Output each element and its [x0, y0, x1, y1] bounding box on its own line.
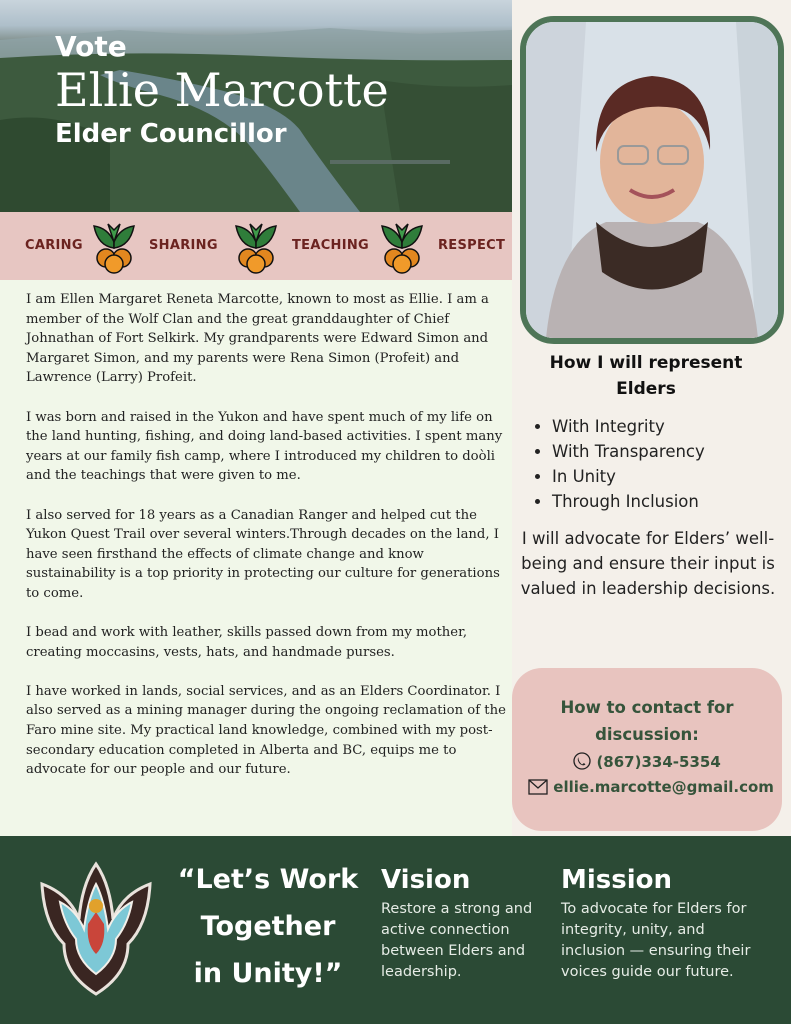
list-item: • With Integrity	[552, 414, 705, 439]
phone-row[interactable]	[512, 752, 782, 771]
list-item: • In Unity	[552, 464, 705, 489]
advocate-statement: I will advocate for Elders’ well-being and ensure their input is valued in leadership decisions.	[520, 529, 776, 598]
beaded-flower-icon	[88, 218, 140, 274]
beaded-flower-icon	[376, 218, 428, 274]
mission-title: Mission	[561, 865, 673, 895]
candidate-name: Ellie Marcotte	[55, 63, 389, 117]
contact-box	[512, 668, 782, 831]
footer	[0, 836, 791, 1024]
biography-section	[0, 280, 512, 836]
represent-heading-line: How I will represent	[549, 353, 743, 373]
hero-banner	[0, 0, 512, 212]
contact-heading	[512, 694, 782, 748]
phone-icon	[573, 752, 591, 770]
phone-number[interactable]: (867)334-5354	[596, 753, 721, 771]
value-respect: RESPECT	[438, 238, 506, 253]
list-item: • Through Inclusion	[552, 489, 705, 514]
beaded-tulip-icon	[34, 854, 158, 1004]
contact-heading-line: discussion:	[595, 725, 699, 744]
represent-list	[534, 414, 705, 514]
value-sharing: SHARING	[149, 238, 218, 253]
quote-line: Together	[200, 911, 336, 942]
biography-text	[26, 290, 506, 799]
vision-title: Vision	[381, 865, 471, 895]
email-row[interactable]	[516, 778, 786, 796]
email-address[interactable]: ellie.marcotte@gmail.com	[553, 778, 774, 796]
represent-heading	[512, 350, 780, 402]
mission-text: To advocate for Elders for integrity, unity, and inclusion — ensuring their voices guide our future.	[561, 901, 751, 980]
list-item: • With Transparency	[552, 439, 705, 464]
hero-title	[55, 30, 389, 152]
quote-line: in Unity!”	[193, 958, 343, 989]
bio-paragraph: I am Ellen Margaret Reneta Marcotte, known to most as Ellie. I am a member of the Wolf Clan and the great granddaughter of Chief Johnathan of Fort Selkirk. My grandparents were Edward Simon and Margaret Simon, and my parents were Rena Simon (Profeit) and Lawrence (Larry) Profeit.	[26, 292, 489, 386]
beaded-flower-icon	[230, 218, 282, 274]
vision-text: Restore a strong and active connection between Elders and leadership.	[381, 901, 533, 980]
bio-paragraph: I bead and work with leather, skills passed down from my mother, creating moccasins, vests, hats, and handmade purses.	[26, 625, 468, 660]
contact-heading-line: How to contact for	[560, 698, 734, 717]
represent-heading-line: Elders	[616, 379, 676, 399]
values-band	[0, 212, 512, 280]
candidate-portrait-image	[526, 22, 778, 338]
value-teaching: TEACHING	[292, 238, 370, 253]
quote-line: “Let’s Work	[177, 864, 359, 895]
mail-icon	[528, 779, 548, 795]
bio-paragraph: I have worked in lands, social services, and as an Elders Coordinator. I also served as a mining manager during the ongoing reclamation of the Faro mine site. My practical land knowledge, combined with my post-secondary education completed in Alberta and BC, equips me to advocate for our people and our future.	[26, 683, 506, 778]
candidate-photo	[520, 16, 784, 344]
value-caring: CARING	[25, 238, 83, 253]
unity-quote	[168, 856, 368, 997]
candidate-role: Elder Councillor	[55, 119, 287, 149]
vote-label: Vote	[55, 30, 127, 63]
right-column	[512, 0, 791, 836]
bio-paragraph: I was born and raised in the Yukon and have spent much of my life on the land hunting, fishing, and doing land-based activities. I spent many years at our family fish camp, where I introduced my children to doòli and the teachings that were given to me.	[26, 409, 503, 484]
bio-paragraph: I also served for 18 years as a Canadian Ranger and helped cut the Yukon Quest Trail over several winters.Through decades on the land, I have seen firsthand the effects of climate change and know sustainability is a top priority in protecting our culture for generations to come.	[26, 507, 500, 601]
